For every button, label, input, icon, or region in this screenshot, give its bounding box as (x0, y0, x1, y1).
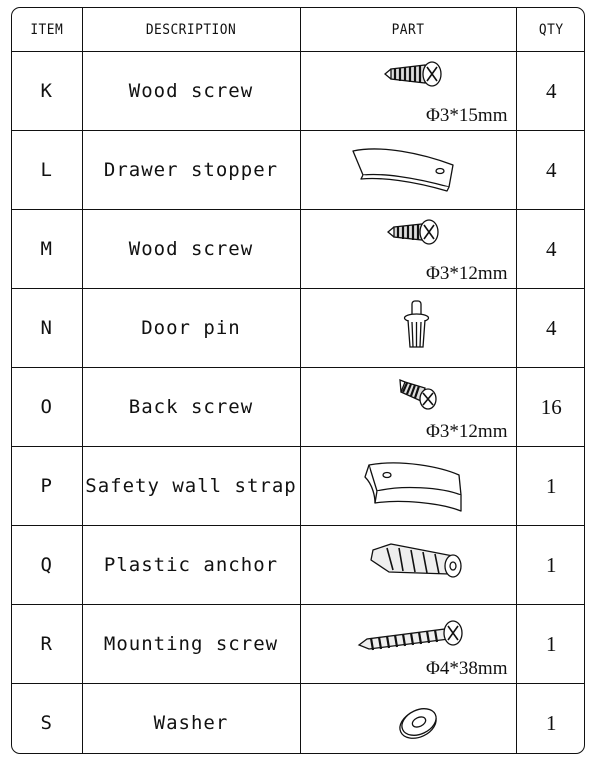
table-row (12, 447, 585, 526)
hardware-parts-sheet (11, 7, 585, 754)
table-row (12, 605, 585, 684)
item-qty: 1 (516, 526, 585, 605)
item-qty: 4 (516, 210, 585, 289)
part-spec: Φ3*12mm (426, 421, 508, 442)
table-row (12, 131, 585, 210)
item-description: Wood screw (82, 210, 300, 289)
item-description: Safety wall strap (82, 447, 300, 526)
hardware-parts-table (12, 8, 585, 754)
table-row (12, 210, 585, 289)
item-qty: 1 (516, 447, 585, 526)
item-description: Washer (82, 684, 300, 755)
item-qty: 4 (516, 289, 585, 368)
item-letter: K (12, 52, 82, 131)
part-cell (300, 605, 516, 684)
part-cell (300, 210, 516, 289)
item-qty: 4 (516, 52, 585, 131)
part-cell (300, 447, 516, 526)
table-row (12, 52, 585, 131)
part-cell (300, 526, 516, 605)
item-description: Mounting screw (82, 605, 300, 684)
item-letter: L (12, 131, 82, 210)
part-spec: Φ3*12mm (426, 263, 508, 284)
item-description: Wood screw (82, 52, 300, 131)
table-row (12, 684, 585, 755)
item-qty: 1 (516, 605, 585, 684)
item-letter: Q (12, 526, 82, 605)
item-letter: P (12, 447, 82, 526)
part-spec: Φ4*38mm (426, 658, 508, 679)
item-qty: 1 (516, 684, 585, 755)
item-qty: 16 (516, 368, 585, 447)
part-cell (300, 289, 516, 368)
part-cell (300, 52, 516, 131)
header-description: DESCRIPTION (91, 8, 292, 52)
header-item: ITEM (15, 8, 79, 52)
header-row (12, 8, 585, 52)
door-pin-icon (301, 289, 517, 367)
part-cell (300, 131, 516, 210)
item-letter: M (12, 210, 82, 289)
table-row (12, 368, 585, 447)
plastic-anchor-icon (301, 526, 517, 604)
part-spec: Φ3*15mm (426, 105, 508, 126)
washer-icon (301, 684, 517, 754)
item-letter: R (12, 605, 82, 684)
item-letter: O (12, 368, 82, 447)
part-cell (300, 368, 516, 447)
safety-wall-strap-icon (301, 447, 517, 525)
item-letter: S (12, 684, 82, 755)
drawer-stopper-icon (301, 131, 517, 209)
item-description: Plastic anchor (82, 526, 300, 605)
table-row (12, 526, 585, 605)
item-description: Drawer stopper (82, 131, 300, 210)
item-description: Door pin (82, 289, 300, 368)
header-part: PART (309, 8, 508, 52)
item-letter: N (12, 289, 82, 368)
part-cell (300, 684, 516, 755)
header-qty: QTY (519, 8, 583, 52)
item-qty: 4 (516, 131, 585, 210)
item-description: Back screw (82, 368, 300, 447)
table-row (12, 289, 585, 368)
